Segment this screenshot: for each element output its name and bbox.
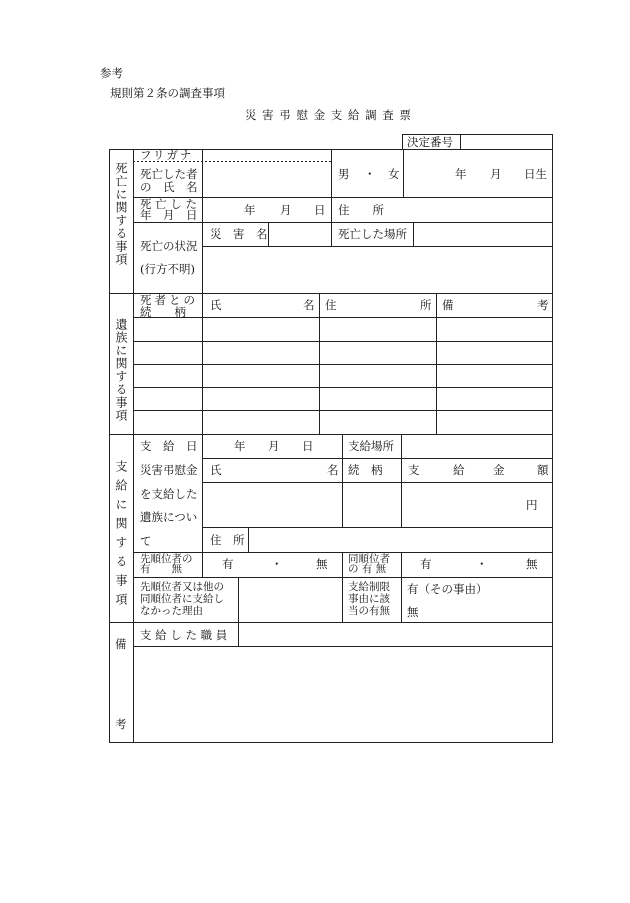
remarks-area[interactable]: [134, 647, 552, 741]
limit-label-1: 支給制限: [348, 581, 390, 593]
furigana-label: フリガナ: [140, 148, 194, 162]
remarks-label-top: 備: [115, 637, 127, 651]
payment-year: 年: [234, 439, 246, 453]
recipient-relation-label: 続 柄: [348, 463, 383, 477]
limit-yes[interactable]: 有（その事由）: [407, 582, 488, 596]
recipient-address-label: 住 所: [210, 533, 245, 547]
death-date-label-1: 死 亡 し た: [140, 197, 197, 211]
disaster-name-label: 災 害 名: [210, 227, 268, 241]
payment-section-label: 支給に関する事項: [114, 460, 128, 612]
recipient-label-3: 遺族につい: [140, 510, 198, 524]
reason-label-1: 先順位者又は他の: [140, 581, 224, 593]
decision-number-label: 決定番号: [407, 135, 453, 149]
payment-date-label: 支 給 日: [140, 439, 198, 453]
payment-day: 日: [302, 439, 314, 453]
same-heir-dot: ・: [476, 557, 488, 571]
prior-heir-dot: ・: [271, 557, 283, 571]
family-section-label: 遺族に関する事項: [114, 318, 128, 422]
same-heir-label-2: の 有 無: [348, 563, 387, 575]
death-day: 日: [314, 203, 326, 217]
amount-label-4: 額: [537, 463, 549, 477]
death-address-label: 住 所: [338, 203, 384, 217]
family-address-label-b: 所: [420, 298, 432, 312]
prior-heir-label-2: 有 無: [140, 563, 182, 575]
family-name-label-a: 氏: [210, 298, 222, 312]
reason-label-2: 同順位者に支給し: [140, 593, 224, 605]
recipient-label-4: て: [140, 534, 152, 548]
birth-year: 年: [455, 167, 467, 181]
relation-label-1: 死者との: [140, 293, 198, 307]
recipient-label-2: を支給した: [140, 487, 198, 501]
birth-month: 月: [490, 167, 502, 181]
limit-label-2: 事由に該: [348, 593, 390, 605]
death-month: 月: [280, 203, 292, 217]
birth-day: 日生: [524, 167, 547, 181]
death-place-label: 死亡した場所: [338, 227, 407, 241]
same-heir-label-1: 同順位者: [348, 553, 390, 565]
family-name-label-b: 名: [303, 298, 315, 312]
prior-heir-label-1: 先順位者の: [140, 553, 193, 565]
same-heir-no[interactable]: 無: [526, 557, 538, 571]
relation-label-2: 続 柄: [140, 305, 186, 319]
sex-dot: ・: [364, 167, 376, 181]
remarks-label-bottom: 考: [115, 717, 127, 731]
death-date-label-2: 年 月 日: [140, 208, 198, 222]
sex-female[interactable]: 女: [388, 167, 400, 181]
family-address-label-a: 住: [325, 298, 337, 312]
deceased-name-label-2: の 氏 名: [140, 180, 198, 194]
sex-male[interactable]: 男: [338, 167, 350, 181]
reference-label: 参考: [100, 66, 123, 80]
family-remarks-label-a: 備: [442, 298, 454, 312]
rule-reference: 規則第２条の調査事項: [110, 86, 225, 100]
same-heir-yes[interactable]: 有: [420, 557, 432, 571]
amount-label-3: 金: [493, 463, 505, 477]
staff-label: 支 給 し た 職 員: [140, 628, 228, 642]
form-title: 災 害 弔 慰 金 支 給 調 査 票: [245, 108, 412, 122]
limit-no[interactable]: 無: [407, 605, 419, 619]
family-remarks-label-b: 考: [537, 298, 549, 312]
amount-label-2: 給: [453, 463, 465, 477]
deceased-name-label-1: 死亡した者: [140, 167, 198, 181]
prior-heir-yes[interactable]: 有: [222, 557, 234, 571]
death-status-label-2: (行方不明): [140, 262, 195, 276]
recipient-name-label-a: 氏: [210, 463, 222, 477]
recipient-label-1: 災害弔慰金: [140, 463, 198, 477]
death-section-label: 死亡に関する事項: [114, 162, 128, 266]
death-year: 年: [244, 203, 256, 217]
reason-label-3: なかった理由: [140, 605, 203, 617]
limit-label-3: 当の有無: [348, 605, 390, 617]
amount-label-1: 支: [408, 463, 420, 477]
recipient-name-label-b: 名: [327, 463, 339, 477]
payment-month: 月: [268, 439, 280, 453]
payment-place-label: 支給場所: [348, 439, 394, 453]
prior-heir-no[interactable]: 無: [316, 557, 328, 571]
yen-unit: 円: [526, 498, 538, 512]
death-status-label-1: 死亡の状況: [140, 239, 198, 253]
